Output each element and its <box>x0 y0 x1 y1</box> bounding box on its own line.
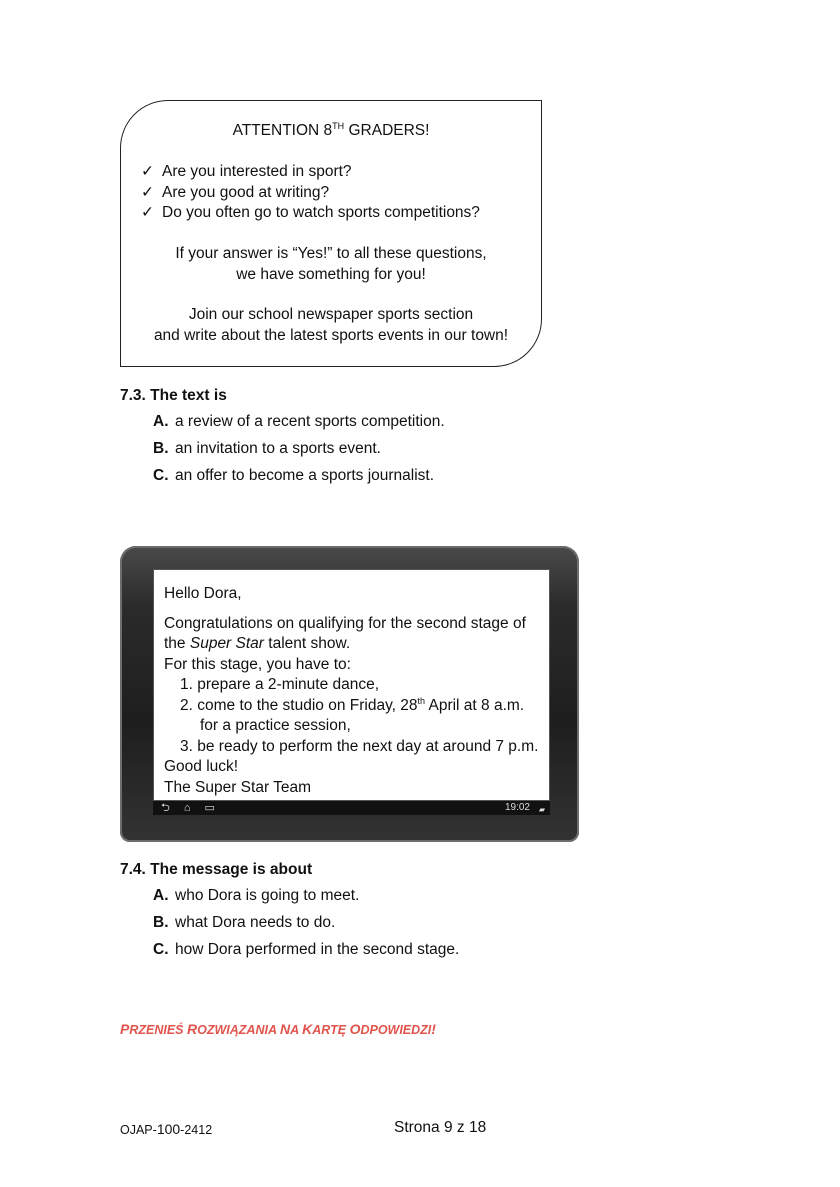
question-7-4-option-b[interactable]: B. what Dora needs to do. <box>153 914 336 931</box>
notice-paragraph-1: If your answer is “Yes!” to all these questions, we have something for you! <box>175 245 487 283</box>
message-body <box>164 584 538 798</box>
message-greeting: Hello Dora, <box>164 585 242 602</box>
recent-apps-icon[interactable]: ▭ <box>204 802 215 814</box>
checklist-item: ✓ Are you interested in sport? <box>141 162 480 183</box>
message-signature: The Super Star Team <box>164 778 312 796</box>
message-list-item: 3. be ready to perform the next day at around 7 p.m. <box>180 737 539 755</box>
check-icon: ✓ <box>141 204 154 221</box>
back-icon[interactable]: ⮌ <box>161 802 170 814</box>
status-time: 19:02 <box>504 802 530 813</box>
tablet-status-bar <box>153 801 550 815</box>
message-line: the Super Star talent show. <box>164 635 351 652</box>
question-7-3-option-c[interactable]: C. an offer to become a sports journalist. <box>153 467 435 484</box>
message-list-item: 1. prepare a 2-minute dance, <box>180 676 380 693</box>
notice-paragraph-2: Join our school newspaper sports section and write about the latest sports events in our town! <box>153 306 509 344</box>
page-number: Strona 9 z 18 <box>394 1119 487 1136</box>
home-icon[interactable]: ⌂ <box>183 802 191 814</box>
checklist-item: ✓ Are you good at writing? <box>141 183 480 204</box>
question-7-3-option-a[interactable]: A. a review of a recent sports competition. <box>153 413 445 430</box>
tablet-screen <box>153 569 550 801</box>
question-checklist <box>141 162 480 224</box>
question-7-4-option-a[interactable]: A. who Dora is going to meet. <box>153 887 360 904</box>
question-7-3-option-b[interactable]: B. an invitation to a sports event. <box>153 440 381 457</box>
notice-box <box>120 100 542 367</box>
question-7-4-title: 7.4. The message is about <box>120 861 313 878</box>
exam-code: OJAP-100-2412 <box>120 1121 213 1137</box>
notice-title: ATTENTION 8TH GRADERS! <box>232 121 430 139</box>
message-line: For this stage, you have to: <box>164 655 351 673</box>
message-list-item: 2. come to the studio on Friday, 28th April at 8 a.m. <box>180 695 525 714</box>
check-icon: ✓ <box>141 183 154 201</box>
transfer-answers-instruction: PRZENIEŚ ROZWIĄZANIA NA KARTĘ ODPOWIEDZI! <box>120 1021 436 1037</box>
message-closing: Good luck! <box>164 758 239 775</box>
message-line: Congratulations on qualifying for the second stage of <box>164 614 526 632</box>
signal-icon: ▰ <box>538 805 545 814</box>
question-7-3-title: 7.3. The text is <box>120 387 227 404</box>
question-7-4-option-c[interactable]: C. how Dora performed in the second stage. <box>153 941 460 958</box>
checklist-item: ✓ Do you often go to watch sports competitions? <box>141 203 480 224</box>
message-list-item-continuation: for a practice session, <box>200 717 351 734</box>
check-icon: ✓ <box>141 163 154 180</box>
